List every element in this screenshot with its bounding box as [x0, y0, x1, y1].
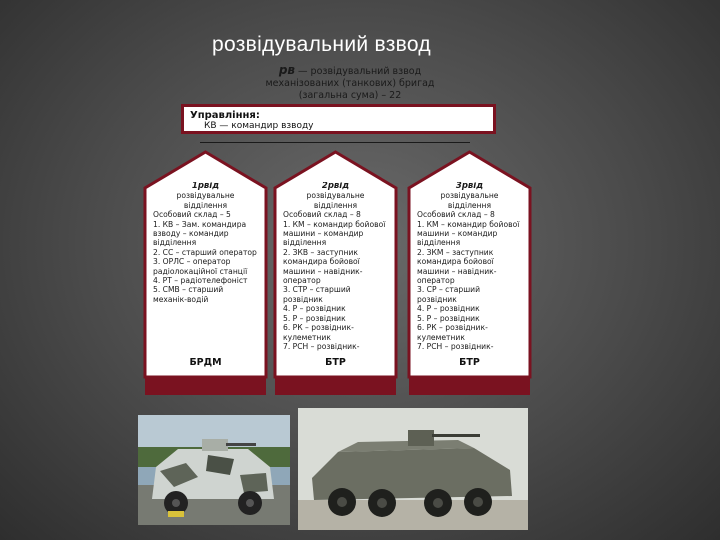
squad-1-subtitle-2: відділення	[183, 200, 228, 210]
squad-1-line: 1. КВ – Зам. командира взводу – командир відділення	[153, 219, 247, 248]
btr-vehicle-image	[298, 408, 528, 530]
squad-1-line: 5. СМВ – старший механік-водій	[153, 285, 224, 304]
squad-3-line: 6. РК – розвідник-кулеметник	[417, 323, 488, 342]
squad-1-line: 3. ОРЛС – оператор радіолокаційної станції	[153, 257, 248, 276]
squad-2-subtitle-1: розвідувальне	[306, 191, 365, 201]
brdm-vehicle-image	[138, 415, 290, 525]
squad-2-line: 3. СТР – старший розвідник	[283, 285, 351, 304]
squad-2-text	[283, 182, 388, 352]
squad-card-2	[273, 150, 398, 397]
squad-2-subtitle-2: відділення	[313, 200, 358, 210]
squad-1-subtitle-1: розвідувальне	[176, 191, 235, 201]
squad-2-line: 2. ЗКВ – заступник командира бойової машини – навідник-оператор	[283, 247, 363, 286]
platoon-abbr: рв	[278, 63, 295, 77]
squad-2-vehicle: БТР	[325, 357, 346, 368]
squad-2-line: 6. РК – розвідник-кулеметник	[283, 323, 354, 342]
squad-3-subtitle-2: відділення	[447, 200, 492, 210]
squad-3-text	[417, 182, 522, 352]
header-line-1-rest: — розвідувальний взвод	[298, 66, 422, 77]
squad-1-line: 4. РТ – радіотелефоніст	[153, 276, 248, 286]
squad-2-line: 5. Р – розвідник	[283, 313, 346, 323]
squad-1-vehicle: БРДМ	[189, 357, 222, 368]
squad-3-subtitle-1: розвідувальне	[440, 191, 499, 201]
squad-1-text	[153, 182, 258, 352]
btr-photo	[298, 408, 528, 530]
squad-card-1	[143, 150, 268, 397]
squad-3-line: Особовий склад – 8	[417, 210, 495, 220]
squad-2-line: 4. Р – розвідник	[283, 304, 346, 314]
squad-3-line: 1. КМ – командир бойової машини – командир відділення	[417, 219, 520, 248]
slide-title: розвідувальний взвод	[212, 33, 431, 56]
header-line-1	[200, 64, 500, 78]
squad-card-3	[407, 150, 532, 397]
divider-line	[200, 142, 470, 143]
squad-2-line: Особовий склад – 8	[283, 210, 361, 220]
squad-3-line: 5. Р – розвідник	[417, 313, 480, 323]
management-line: КВ — командир взводу	[204, 121, 314, 131]
squad-2-line: 7. РСН – розвідник-	[283, 341, 360, 351]
management-box	[181, 104, 496, 134]
management-title: Управління:	[190, 110, 260, 121]
squad-2-line: 1. КМ – командир бойової машини – командир відділення	[283, 219, 386, 248]
header-line-2: механізованих (танкових) бригад	[265, 78, 435, 89]
squad-3-line: 7. РСН – розвідник-	[417, 341, 494, 351]
squad-1-line: 2. СС – старший оператор	[153, 247, 257, 257]
brdm-photo	[138, 415, 290, 525]
squad-3-vehicle: БТР	[459, 357, 480, 368]
platoon-header	[200, 64, 500, 102]
squad-1-title: 1рвід	[191, 182, 220, 191]
squad-1-line: Особовий склад – 5	[153, 210, 231, 220]
squad-3-line: 3. СР – старший розвідник	[417, 285, 481, 304]
squad-3-line: 4. Р – розвідник	[417, 304, 480, 314]
squad-3-line: 2. ЗКМ – заступник командира бойової машини – навідник-оператор	[417, 247, 497, 286]
header-line-3: (загальна сума) – 22	[298, 90, 402, 101]
squad-3-title: 3рвід	[455, 182, 484, 191]
squad-2-title: 2рвід	[321, 182, 350, 191]
